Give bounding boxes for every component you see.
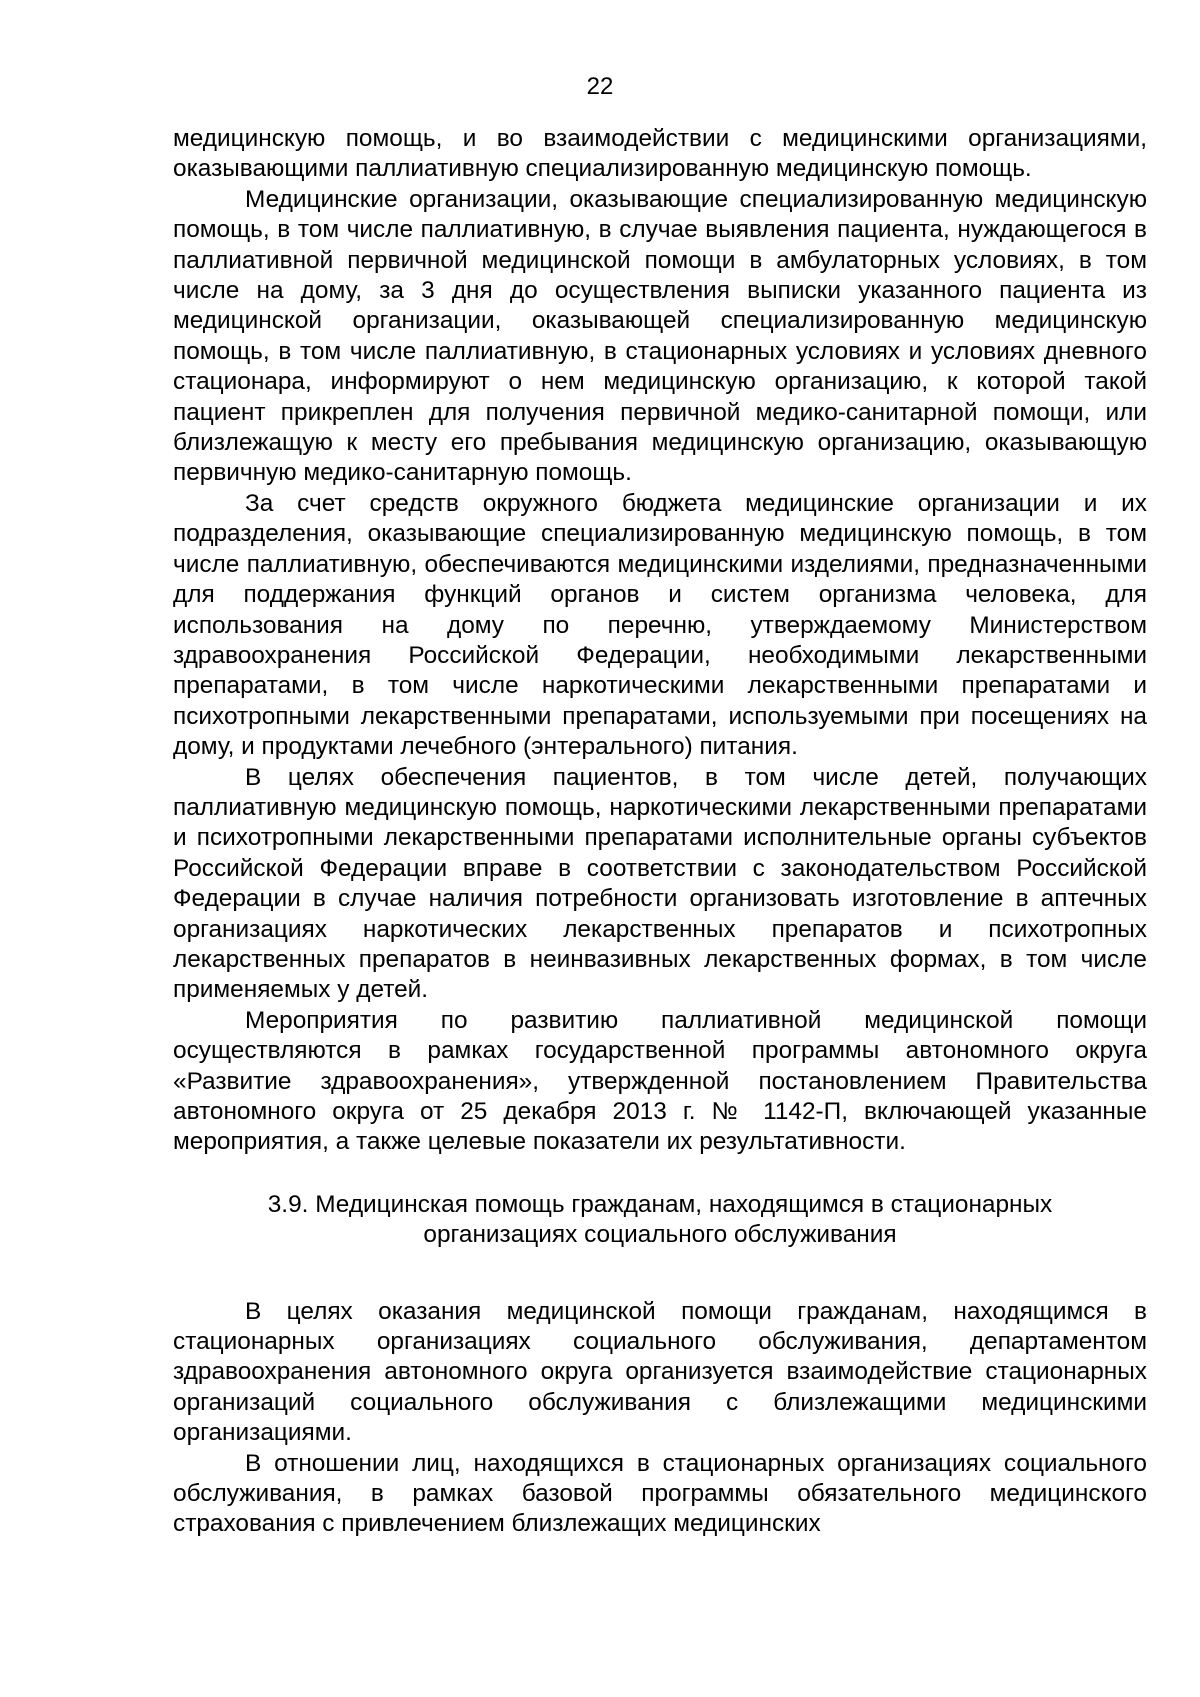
paragraph-continuation: медицинскую помощь, и во взаимодействии с медицинскими организациями, оказывающими паллиативную специализированную медицинскую помощь.	[173, 125, 1147, 183]
paragraph-development-program: Мероприятия по развитию паллиативной медицинской помощи осуществляются в рамках государственной программы автономного округа «Развитие здравоохранения», утвержденной постановлением Правительства автономного округа от 25 декабря 2013 г. № 1142-П, включающей указанные мероприятия, а также целевые показатели их результативности.	[173, 1006, 1147, 1156]
paragraph-narcotic-preparations: В целях обеспечения пациентов, в том числе детей, получающих паллиативную медицинскую помощь, наркотическими лекарственными препаратами и психотропными лекарственными препаратами исполнительные органы субъектов Российской Федерации вправе в соответствии с законодательством Российской Федерации в случае наличия потребности организовать изготовление в аптечных организациях наркотических лекарственных препаратов и психотропных лекарственных препаратов в неинвазивных лекарственных формах, в том числе применяемых у детей.	[173, 763, 1147, 1004]
page-number: 22	[586, 73, 614, 100]
section-heading: 3.9. Медицинская помощь гражданам, находящимся в стационарных организациях социального обслуживания	[267, 1190, 1053, 1249]
paragraph-insurance-program: В отношении лиц, находящихся в стационарных организациях социального обслуживания, в рамках базовой программы обязательного медицинского страхования с привлечением близлежащих медицинских	[173, 1449, 1147, 1538]
document-body	[173, 124, 1147, 1540]
paragraph-discharge-notification: Медицинские организации, оказывающие специализированную медицинскую помощь, в том числе паллиативную, в случае выявления пациента, нуждающегося в паллиативной первичной медицинской помощи в амбулаторных условиях, в том числе на дому, за 3 дня до осуществления выписки указанного пациента из медицинской организации, оказывающей специализированную медицинскую помощь, в том числе паллиативную, в стационарных условиях и условиях дневного стационара, информируют о нем медицинскую организацию, к которой такой пациент прикреплен для получения первичной медико-санитарной помощи, или близлежащую к месту его пребывания медицинскую организацию, оказывающую первичную медико-санитарную помощь.	[173, 185, 1147, 487]
paragraph-budget-supply: За счет средств окружного бюджета медицинские организации и их подразделения, оказывающие специализированную медицинскую помощь, в том числе паллиативную, обеспечиваются медицинскими изделиями, предназначенными для поддержания функций органов и систем организма человека, для использования на дому по перечню, утверждаемому Министерством здравоохранения Российской Федерации, необходимыми лекарственными препаратами, в том числе наркотическими лекарственными препаратами и психотропными лекарственными препаратами, используемыми при посещениях на дому, и продуктами лечебного (энтерального) питания.	[173, 489, 1147, 761]
paragraph-social-institutions: В целях оказания медицинской помощи гражданам, находящимся в стационарных организациях социального обслуживания, департаментом здравоохранения автономного округа организуется взаимодействие стационарных организаций социального обслуживания с близлежащими медицинскими организациями.	[173, 1297, 1147, 1447]
